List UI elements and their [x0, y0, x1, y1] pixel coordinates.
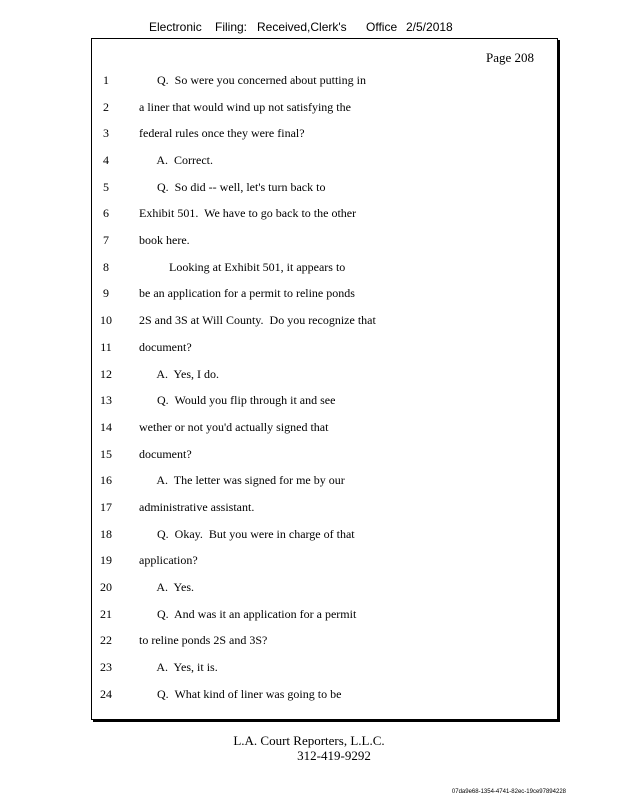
filing-stamp-word-electronic: Electronic: [149, 20, 202, 34]
line-text: A. Correct.: [139, 153, 213, 167]
line-number: 21: [100, 607, 112, 621]
page-number: Page 208: [485, 50, 534, 65]
line-text: A. Yes, I do.: [139, 367, 220, 381]
transcript-line: [0, 660, 618, 680]
transcript-line: [0, 527, 618, 547]
line-number: 10: [100, 313, 112, 327]
footer-company: L.A. Court Reporters, L.L.C.: [233, 733, 385, 748]
line-number: 18: [100, 527, 112, 541]
line-number: 15: [100, 447, 112, 461]
line-number: 9: [103, 286, 109, 300]
line-number: 17: [100, 500, 112, 514]
transcript-line: [0, 153, 618, 173]
line-number: 1: [103, 73, 109, 87]
line-number: 20: [100, 580, 112, 594]
transcript-line: [0, 126, 618, 146]
transcript-line: [0, 580, 618, 600]
line-text: 2S and 3S at Will County. Do you recognize that: [139, 313, 376, 327]
line-text: Q. Would you flip through it and see: [139, 393, 336, 407]
line-text: a liner that would wind up not satisfying the: [139, 100, 351, 114]
line-number: 7: [103, 233, 109, 247]
filing-stamp-word-filing: Filing:: [215, 20, 248, 34]
transcript-line: [0, 473, 618, 493]
transcript-line: [0, 100, 618, 120]
line-text: Q. So were you concerned about putting in: [139, 73, 366, 87]
line-number: 24: [100, 687, 112, 701]
line-text: Q. So did -- well, let's turn back to: [139, 180, 326, 194]
line-text: to reline ponds 2S and 3S?: [139, 633, 268, 647]
transcript-line: [0, 447, 618, 467]
transcript-line: [0, 313, 618, 333]
line-text: Q. And was it an application for a permit: [139, 607, 357, 621]
line-number: 4: [103, 153, 109, 167]
transcript-line: [0, 286, 618, 306]
line-number: 13: [100, 393, 112, 407]
line-number: 12: [100, 367, 112, 381]
transcript-line: [0, 393, 618, 413]
line-text: be an application for a permit to reline ponds: [139, 286, 355, 300]
filing-stamp-word-received: Received,Clerk's: [257, 20, 347, 34]
page-footer: [0, 733, 618, 763]
line-number: 16: [100, 473, 112, 487]
line-text: Looking at Exhibit 501, it appears to: [139, 260, 346, 274]
transcript-line: [0, 607, 618, 627]
line-number: 22: [100, 633, 112, 647]
line-text: A. Yes.: [139, 580, 195, 594]
line-text: A. The letter was signed for me by our: [139, 473, 345, 487]
line-text: document?: [139, 340, 192, 354]
line-number: 23: [100, 660, 112, 674]
line-number: 8: [103, 260, 109, 274]
line-number: 19: [100, 553, 112, 567]
line-number: 14: [100, 420, 112, 434]
transcript-line: [0, 73, 618, 93]
line-text: Q. What kind of liner was going to be: [139, 687, 342, 701]
transcript-line: [0, 367, 618, 387]
transcript-line: [0, 553, 618, 573]
line-text: Exhibit 501. We have to go back to the other: [139, 206, 357, 220]
line-number: 6: [103, 206, 109, 220]
line-text: document?: [139, 447, 192, 461]
line-text: federal rules once they were final?: [139, 126, 305, 140]
line-text: wether or not you'd actually signed that: [139, 420, 329, 434]
line-text: administrative assistant.: [139, 500, 255, 514]
line-number: 11: [100, 340, 112, 354]
transcript-line: [0, 500, 618, 520]
line-number: 2: [103, 100, 109, 114]
line-text: A. Yes, it is.: [139, 660, 218, 674]
transcript-line: [0, 687, 618, 707]
transcript-line: [0, 206, 618, 226]
transcript-line: [0, 633, 618, 653]
filing-stamp-word-office: Office: [366, 20, 398, 34]
line-number: 3: [103, 126, 109, 140]
line-text: application?: [139, 553, 198, 567]
transcript-line: [0, 260, 618, 280]
line-number: 5: [103, 180, 109, 194]
transcript-line: [0, 180, 618, 200]
line-text: Q. Okay. But you were in charge of that: [139, 527, 355, 541]
transcript-line: [0, 420, 618, 440]
document-hash: 07da9e68-1354-4741-82ec-19ce97894228: [451, 789, 566, 795]
transcript-line: [0, 233, 618, 253]
footer-phone: 312-419-9292: [297, 748, 371, 763]
transcript-line: [0, 340, 618, 360]
filing-stamp-date: 2/5/2018: [406, 20, 453, 34]
line-text: book here.: [139, 233, 190, 247]
